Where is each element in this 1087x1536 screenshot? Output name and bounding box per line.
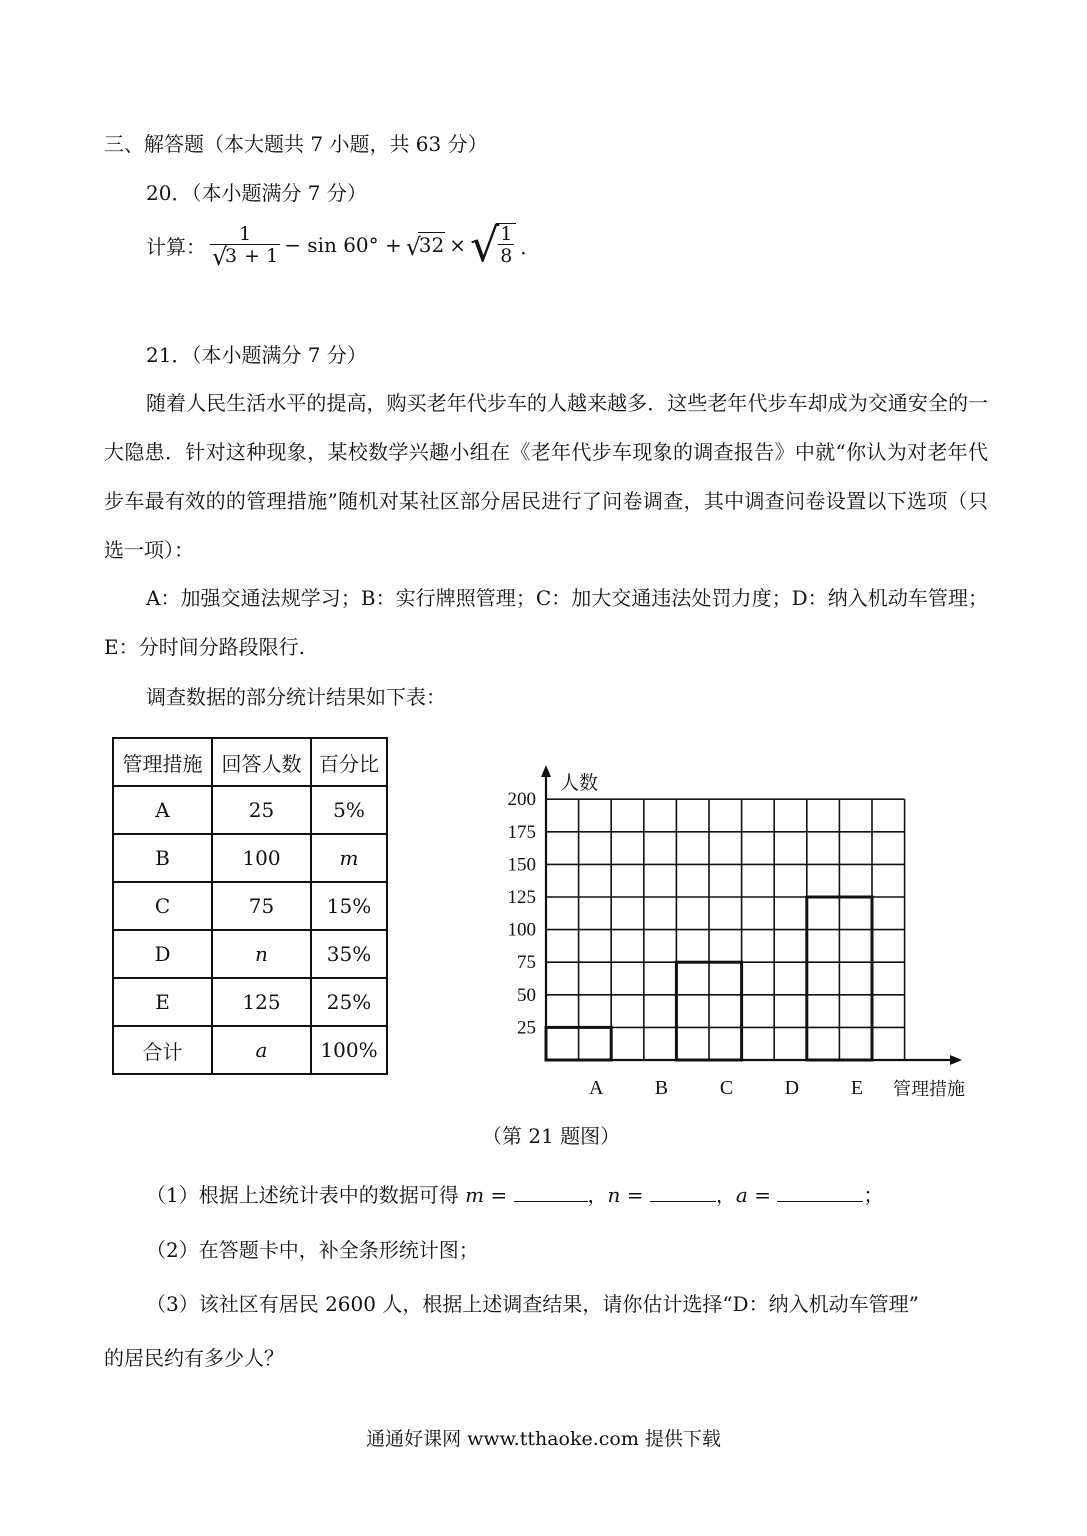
bar xyxy=(546,1027,611,1060)
table-header: 百分比 xyxy=(311,738,387,786)
table-row xyxy=(113,882,387,930)
table-cell: 5% xyxy=(311,786,387,834)
table-header-row xyxy=(113,738,387,786)
page-footer: 通通好课网 www.tthaoke.com 提供下载 xyxy=(366,1428,721,1450)
answer-blank-n[interactable] xyxy=(650,1183,716,1202)
x-axis-label: 管理措施 xyxy=(893,1079,965,1100)
minus-sin: − sin 60° + xyxy=(284,233,402,257)
sub-question-3-line-2: 的居民约有多少人？ xyxy=(104,1346,284,1370)
category-label: E xyxy=(850,1077,864,1099)
table-row xyxy=(113,786,387,834)
y-tick-label: 75 xyxy=(517,952,536,974)
sqrt-one-eighth: √ $\frac{1}{8}$ xyxy=(470,222,516,268)
table-cell: m xyxy=(311,834,387,882)
table-cell: 35% xyxy=(311,930,387,978)
answer-blank-a[interactable] xyxy=(777,1183,863,1202)
table-cell: A xyxy=(113,786,212,834)
y-axis-label: 人数 xyxy=(560,772,599,794)
q20-formula xyxy=(146,218,541,272)
sub-question-1: （1）根据上述统计表中的数据可得 m = ，n = ，a = ； xyxy=(146,1183,884,1207)
q21-paragraph-2: A：加强交通法规学习；B：实行牌照管理；C：加大交通违法处罚力度；D：纳入机动车管理；E：分时间分路段限行. xyxy=(104,586,988,659)
table-cell: 15% xyxy=(311,882,387,930)
q21-header: 21．（本小题满分 7 分） xyxy=(146,343,367,367)
q21-paragraph-1: 随着人民生活水平的提高，购买老年代步车的人越来越多．这些老年代步车却成为交通安全的一大隐患．针对这种现象，某校数学兴趣小组在《老年代步车现象的调查报告》中就“你认为对老年代步车最有效的的管理措施”随机对某社区部分居民进行了问卷调查，其中调查问卷设置以下选项（只选一项）： xyxy=(104,391,988,562)
answer-blank-m[interactable] xyxy=(514,1183,588,1202)
category-label: D xyxy=(784,1077,800,1099)
table-cell: a xyxy=(212,1026,311,1074)
table-cell: 25 xyxy=(212,786,311,834)
fraction: 1 √ 3 + 1 xyxy=(212,222,279,271)
y-tick-label: 175 xyxy=(507,821,536,843)
q21-paragraph-3: 调查数据的部分统计结果如下表： xyxy=(146,685,446,709)
times-sign: × xyxy=(449,233,466,257)
table-header: 管理措施 xyxy=(113,738,212,786)
sub-question-3-line-1: （3）该社区有居民 2600 人，根据上述调查结果，请你估计选择“D：纳入机动车管理” xyxy=(146,1292,919,1316)
bar xyxy=(807,897,872,1060)
category-label: A xyxy=(588,1077,604,1099)
period: ． xyxy=(520,234,541,259)
y-axis-arrow xyxy=(541,765,551,777)
table-cell: E xyxy=(113,978,212,1026)
y-tick-label: 25 xyxy=(517,1017,536,1039)
table-cell: 100% xyxy=(311,1026,387,1074)
stat-table xyxy=(112,737,388,1075)
y-tick-label: 200 xyxy=(507,789,536,811)
table-row xyxy=(113,1026,387,1074)
table-cell: 合计 xyxy=(113,1026,212,1074)
table-cell: C xyxy=(113,882,212,930)
y-tick-label: 100 xyxy=(507,919,536,941)
bar xyxy=(676,962,741,1060)
table-cell: 125 xyxy=(212,978,311,1026)
y-tick-label: 150 xyxy=(507,854,536,876)
section-heading: 三、解答题（本大题共 7 小题，共 63 分） xyxy=(104,132,488,156)
table-row xyxy=(113,978,387,1026)
table-row xyxy=(113,930,387,978)
table-cell: 100 xyxy=(212,834,311,882)
category-label: C xyxy=(719,1077,734,1099)
calc-label: 计算： xyxy=(146,234,206,259)
table-cell: D xyxy=(113,930,212,978)
table-cell: n xyxy=(212,930,311,978)
table-cell: 25% xyxy=(311,978,387,1026)
table-cell: 75 xyxy=(212,882,311,930)
sub-question-2: （2）在答题卡中，补全条形统计图； xyxy=(146,1238,479,1262)
category-label: B xyxy=(654,1077,669,1099)
y-tick-label: 125 xyxy=(507,887,536,908)
x-axis-arrow xyxy=(950,1055,962,1065)
sqrt-32: √ 32 xyxy=(405,233,445,261)
table-cell: B xyxy=(113,834,212,882)
y-tick-label: 50 xyxy=(517,984,536,1006)
q20-header: 20．（本小题满分 7 分） xyxy=(146,181,367,205)
table-row xyxy=(113,834,387,882)
table-header: 回答人数 xyxy=(212,738,311,786)
figure-caption: （第 21 题图） xyxy=(482,1124,621,1148)
